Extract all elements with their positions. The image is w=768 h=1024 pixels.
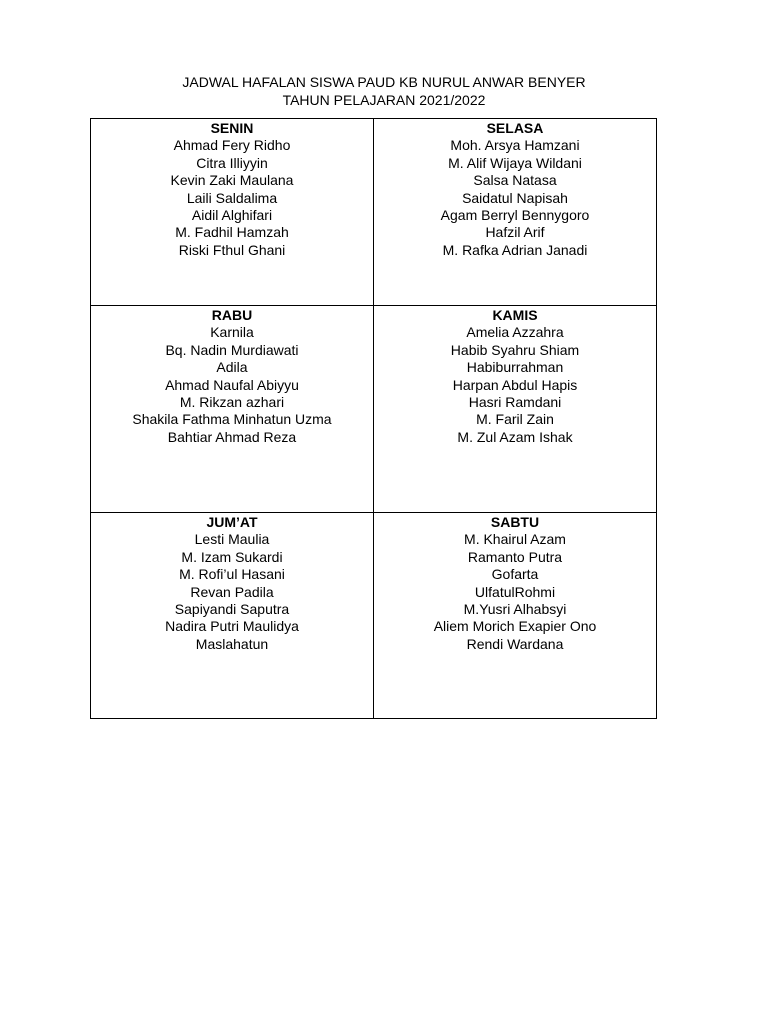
student-name: M. Alif Wijaya Wildani: [448, 154, 582, 171]
student-name: Saidatul Napisah: [462, 189, 568, 206]
student-name: Bahtiar Ahmad Reza: [167, 428, 297, 445]
student-name: Citra Illiyyin: [196, 154, 268, 171]
student-name: M.Yusri Alhabsyi: [463, 601, 567, 618]
day-cell-kamis: [374, 306, 657, 513]
student-name: Sapiyandi Saputra: [174, 601, 290, 618]
student-name: Habiburrahman: [466, 359, 564, 376]
table-row: [91, 306, 657, 513]
student-name: Aidil Alghifari: [191, 207, 273, 224]
student-name: Amelia Azzahra: [466, 324, 564, 341]
student-name: Lesti Maulia: [194, 531, 270, 548]
document-subtitle: TAHUN PELAJARAN 2021/2022: [282, 92, 486, 108]
student-name: Adila: [216, 359, 248, 376]
student-name: Salsa Natasa: [473, 172, 557, 189]
student-name: Gofarta: [491, 566, 539, 583]
student-name: Riski Fthul Ghani: [178, 241, 286, 258]
student-name: M. Izam Sukardi: [181, 548, 283, 565]
student-name: Karnila: [210, 324, 254, 341]
student-name: Harpan Abdul Hapis: [452, 376, 578, 393]
day-name: JUM’AT: [206, 514, 258, 530]
student-name: M. Fadhil Hamzah: [175, 224, 289, 241]
day-name: KAMIS: [492, 307, 538, 323]
student-name: Shakila Fathma Minhatun Uzma: [132, 411, 332, 428]
student-name: Laili Saldalima: [186, 189, 278, 206]
student-name: Ahmad Fery Ridho: [173, 137, 291, 154]
student-name: M. Khairul Azam: [464, 531, 566, 548]
day-name: SELASA: [486, 120, 544, 136]
document-title: JADWAL HAFALAN SISWA PAUD KB NURUL ANWAR BENYER: [182, 74, 586, 90]
student-name: Revan Padila: [190, 583, 274, 600]
day-name: SABTU: [490, 514, 540, 530]
student-name: Rendi Wardana: [466, 635, 564, 652]
day-cell-senin: [91, 119, 374, 306]
student-name: Moh. Arsya Hamzani: [450, 137, 580, 154]
day-name: RABU: [211, 307, 253, 323]
student-name: M. Rafka Adrian Janadi: [442, 241, 588, 258]
day-cell-rabu: [91, 306, 374, 513]
student-name: Kevin Zaki Maulana: [170, 172, 294, 189]
student-name: Habib Syahru Shiam: [450, 341, 580, 358]
student-name: Nadira Putri Maulidya: [165, 618, 299, 635]
student-name: Ramanto Putra: [467, 548, 563, 565]
student-name: Bq. Nadin Murdiawati: [165, 341, 299, 358]
student-name: Ahmad Naufal Abiyyu: [165, 376, 299, 393]
student-name: Agam Berryl Bennygoro: [440, 207, 590, 224]
student-name: UlfatulRohmi: [474, 583, 556, 600]
student-name: M. Rikzan azhari: [179, 394, 285, 411]
student-name: Aliem Morich Exapier Ono: [433, 618, 597, 635]
student-name: M. Rofi’ul Hasani: [179, 566, 285, 583]
student-name: M. Zul Azam Ishak: [457, 428, 573, 445]
schedule-table: [90, 118, 657, 719]
student-name: Hafzil Arif: [485, 224, 545, 241]
student-name: Maslahatun: [195, 635, 269, 652]
day-cell-sabtu: [374, 513, 657, 719]
table-row: [91, 513, 657, 719]
day-cell-jumat: [91, 513, 374, 719]
day-cell-selasa: [374, 119, 657, 306]
student-name: Hasri Ramdani: [468, 394, 562, 411]
day-name: SENIN: [210, 120, 254, 136]
student-name: M. Faril Zain: [476, 411, 554, 428]
table-row: [91, 119, 657, 306]
